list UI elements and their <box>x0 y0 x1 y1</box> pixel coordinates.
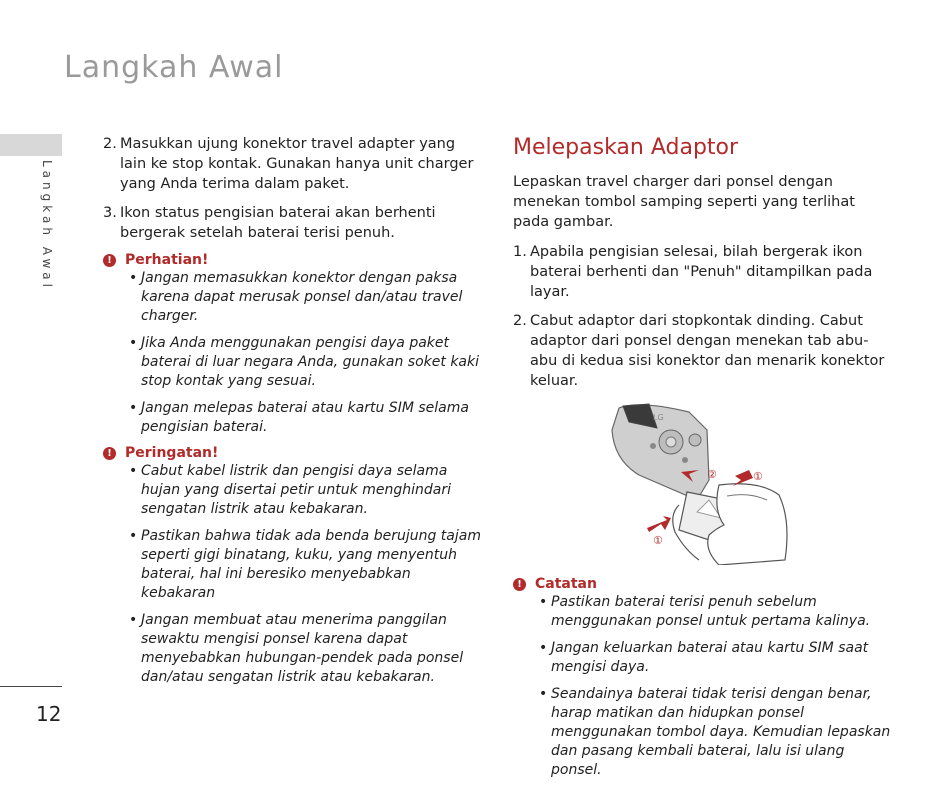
list-item-text: Jangan membuat atau menerima panggilan sewaktu mengisi ponsel karena dapat menyebabkan hubungan-pendek pada ponsel dan/atau sengatan listrik atau kebakaran. <box>141 612 464 685</box>
step-number: 2. <box>513 313 527 329</box>
section-intro: Lepaskan travel charger dari ponsel dengan menekan tombol samping seperti yang terlihat pada gambar. <box>513 174 855 230</box>
list-item: • Cabut kabel listrik dan pengisi daya selama hujan yang disertai petir untuk menghindari sengatan listrik atau kebakaran. <box>103 462 483 519</box>
step-item <box>103 203 483 243</box>
warning-list <box>103 462 483 687</box>
list-item-text: Pastikan baterai terisi penuh sebelum menggunakan ponsel untuk pertama kalinya. <box>551 594 871 629</box>
exclamation-circle-icon: ! <box>103 447 116 460</box>
note-title: Catatan <box>535 576 597 592</box>
list-item-text: Jika Anda menggunakan pengisi daya paket baterai di luar negara Anda, gunakan soket kaki stop kontak yang sesuai. <box>141 335 479 389</box>
marker-1b-label: ① <box>653 534 663 547</box>
step-number: 1. <box>513 244 527 260</box>
step-text: Apabila pengisian selesai, bilah bergerak ikon baterai berhenti dan "Penuh" ditampilkan pada layar. <box>530 244 873 300</box>
adaptor-removal-illustration <box>513 400 893 570</box>
marker-1-label: ① <box>753 470 763 483</box>
list-item: • Jangan membuat atau menerima panggilan sewaktu mengisi ponsel karena dapat menyebabkan hubungan-pendek pada ponsel dan/atau sengatan listrik atau kebakaran. <box>103 611 483 687</box>
small-key <box>650 443 656 449</box>
caution-list <box>103 269 483 437</box>
step-item <box>513 242 893 302</box>
left-column <box>103 134 483 695</box>
caution-heading <box>103 252 483 268</box>
step-text: Ikon status pengisian baterai akan berhenti bergerak setelah baterai terisi penuh. <box>120 205 436 241</box>
exclamation-circle-icon: ! <box>513 578 526 591</box>
small-key <box>682 457 688 463</box>
list-item: • Jika Anda menggunakan pengisi daya paket baterai di luar negara Anda, gunakan soket kaki stop kontak yang sesuai. <box>103 334 483 391</box>
step-number: 3. <box>103 205 117 221</box>
exclamation-circle-icon: ! <box>103 254 116 267</box>
right-column <box>513 134 893 788</box>
list-item: • Seandainya baterai tidak terisi dengan benar, harap matikan dan hidupkan ponsel menggunakan tombol daya. Kemudian lepaskan dan pasang kembali baterai, lalu isi ulang ponsel. <box>513 685 893 780</box>
warning-heading <box>103 445 483 461</box>
note-heading <box>513 576 893 592</box>
sidebar-section-label: Langkah Awal <box>40 160 54 291</box>
step-number: 2. <box>103 136 117 152</box>
page-header-title: Langkah Awal <box>64 50 284 85</box>
list-item: • Pastikan bahwa tidak ada benda berujung tajam seperti gigi binatang, kuku, yang menyentuh baterai, hal ini beresiko menyebabkan kebakaran <box>129 528 481 601</box>
step-item <box>103 134 483 194</box>
sidebar-tab-bar <box>0 134 62 156</box>
press-arrow-1b-icon <box>647 516 671 532</box>
list-item-text: Seandainya baterai tidak terisi dengan benar, harap matikan dan hidupkan ponsel menggunakan tombol daya. Kemudian lepaskan dan pasang kembali baterai, lalu isi ulang ponsel. <box>551 686 891 778</box>
list-item-text: Jangan keluarkan baterai atau kartu SIM saat mengisi daya. <box>551 640 869 675</box>
list-item-text: Pastikan bahwa tidak ada benda berujung tajam seperti gigi binatang, kuku, yang menyentuh baterai, hal ini beresiko menyebabkan kebakaran <box>141 528 481 601</box>
step-item <box>513 311 893 391</box>
step-text: Masukkan ujung konektor travel adapter yang lain ke stop kontak. Gunakan hanya unit charger yang Anda terima dalam paket. <box>120 136 474 192</box>
list-item-text: Jangan memasukkan konektor dengan paksa karena dapat merusak ponsel dan/atau travel charger. <box>141 270 463 324</box>
list-item: • Jangan keluarkan baterai atau kartu SIM saat mengisi daya. <box>513 639 893 677</box>
phone-adaptor-drawing <box>609 400 799 565</box>
list-item-text: Cabut kabel listrik dan pengisi daya selama hujan yang disertai petir untuk menghindari sengatan listrik atau kebakaran. <box>141 463 451 517</box>
brand-logo: LG <box>653 413 664 422</box>
caution-title: Perhatian! <box>125 252 209 268</box>
footer-rule <box>0 686 62 687</box>
nav-center-key <box>666 437 676 447</box>
note-list <box>513 593 893 780</box>
list-item: • Jangan melepas baterai atau kartu SIM selama pengisian baterai. <box>103 399 483 437</box>
side-key <box>689 434 701 446</box>
section-title: Melepaskan Adaptor <box>513 135 739 160</box>
list-item-text: Jangan melepas baterai atau kartu SIM selama pengisian baterai. <box>141 400 469 435</box>
step-text: Cabut adaptor dari stopkontak dinding. Cabut adaptor dari ponsel dengan menekan tab abu-abu di kedua sisi konektor dan menarik konektor keluar. <box>530 313 885 389</box>
warning-title: Peringatan! <box>125 445 219 461</box>
marker-2-label: ② <box>707 468 717 481</box>
page-number: 12 <box>36 702 62 726</box>
list-item: • Jangan memasukkan konektor dengan paksa karena dapat merusak ponsel dan/atau travel charger. <box>103 269 483 326</box>
list-item: • Pastikan baterai terisi penuh sebelum menggunakan ponsel untuk pertama kalinya. <box>513 593 893 631</box>
